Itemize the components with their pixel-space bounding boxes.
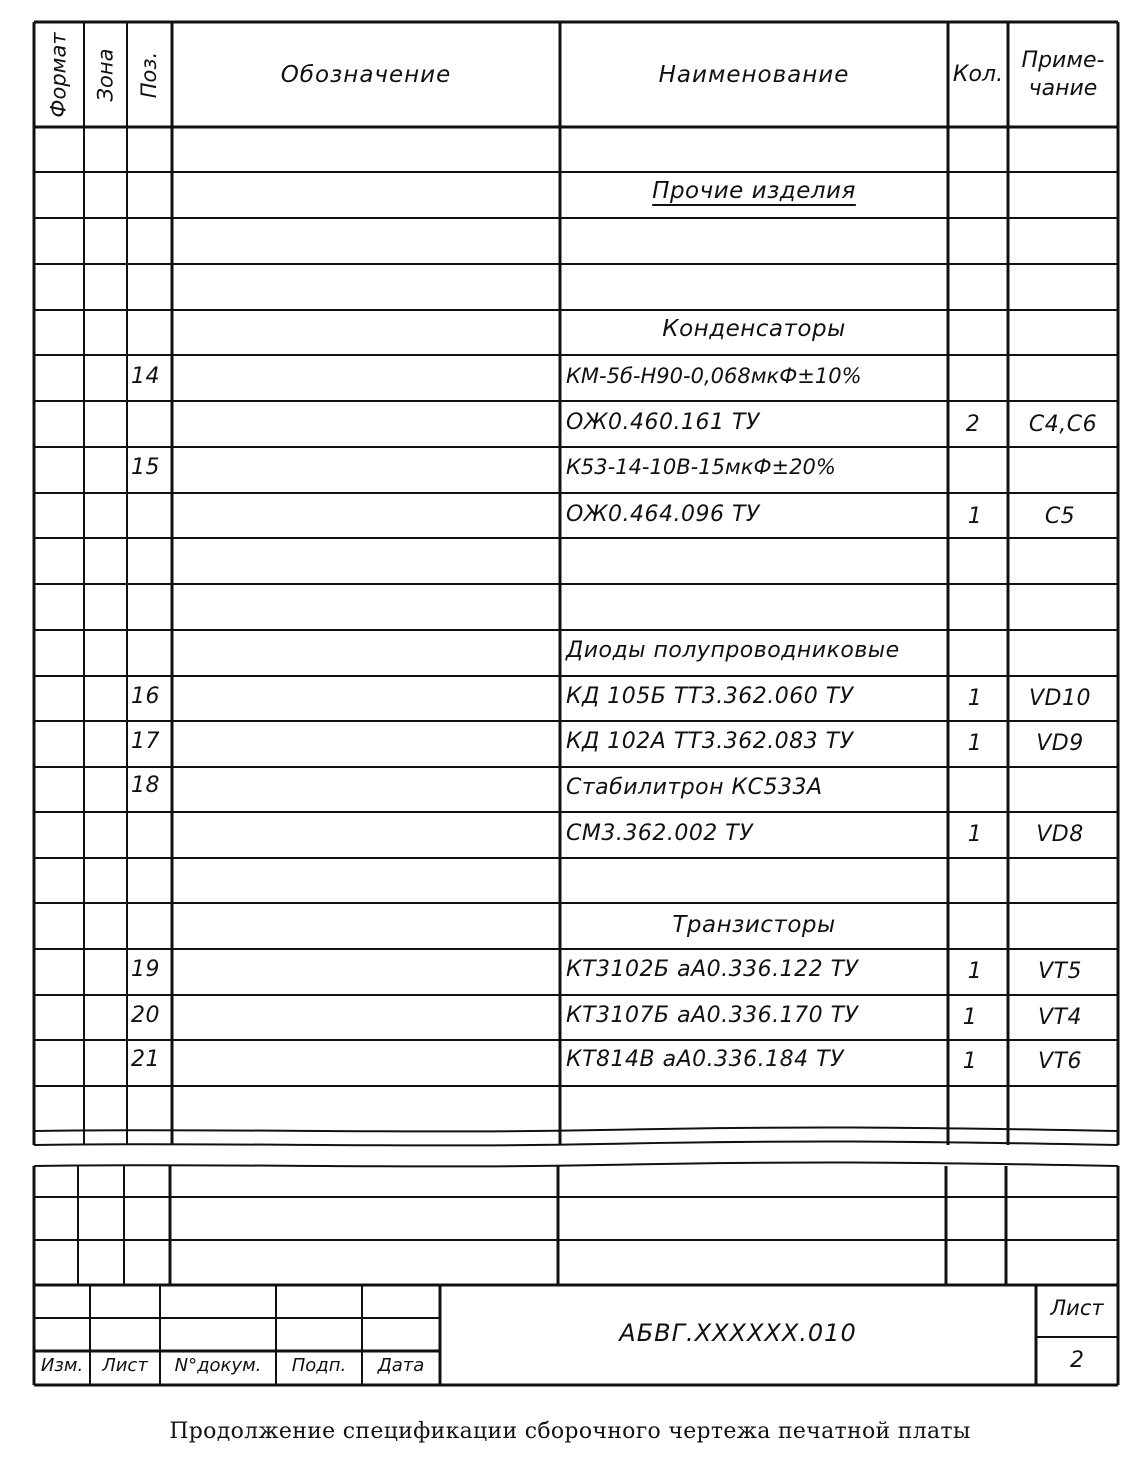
header-qty: Кол.	[952, 62, 1004, 87]
header-format-label: Формат	[47, 31, 72, 118]
row-note: С4,С6	[1028, 412, 1098, 437]
sheet-number: 2	[1070, 1348, 1084, 1373]
section-heading-diodes: Диоды полупроводниковые	[566, 638, 900, 663]
row-qty: 1	[967, 731, 983, 756]
title-sign-label: Подп.	[291, 1355, 347, 1376]
row-qty: 1	[962, 1005, 978, 1030]
title-list-label: Лист	[102, 1355, 148, 1376]
row-name: КТ814В аА0.336.184 ТУ	[566, 1047, 844, 1072]
row-note: VT5	[1038, 959, 1082, 984]
header-pos-label: Поз.	[137, 51, 162, 98]
header-format	[34, 22, 84, 127]
header-note	[1008, 22, 1118, 127]
header-zone-label: Зона	[93, 48, 118, 101]
document-designation: АБВГ.XXXXXX.010	[619, 1319, 857, 1347]
header-note-line1: Приме-	[1021, 47, 1105, 73]
row-note: VD9	[1036, 731, 1084, 756]
row-name: КД 105Б ТТ3.362.060 ТУ	[566, 684, 854, 709]
row-pos: 19	[131, 957, 160, 982]
title-docno-label: N°докум.	[174, 1355, 262, 1376]
row-qty: 1	[967, 686, 983, 711]
row-note: VD8	[1036, 822, 1084, 847]
row-pos: 18	[131, 773, 160, 798]
title-date-label: Дата	[377, 1355, 425, 1376]
row-pos: 16	[131, 684, 160, 709]
header-pos	[127, 22, 172, 127]
figure-caption: Продолжение спецификации сборочного чертежа печатной платы	[169, 1419, 971, 1444]
row-name: КТ3102Б аА0.336.122 ТУ	[566, 957, 859, 982]
header-designation: Обозначение	[280, 61, 452, 88]
section-heading-other: Прочие изделия	[652, 178, 856, 204]
row-qty: 1	[967, 504, 983, 529]
row-note: VD10	[1029, 686, 1091, 711]
row-name: КД 102А ТТ3.362.083 ТУ	[566, 729, 854, 754]
row-pos: 17	[131, 729, 160, 754]
row-name: СМ3.362.002 ТУ	[566, 821, 754, 846]
header-name: Наименование	[658, 61, 850, 88]
row-qty: 1	[967, 822, 983, 847]
row-name: ОЖ0.464.096 ТУ	[566, 502, 760, 527]
row-name: Стабилитрон КС533А	[566, 775, 823, 800]
row-pos: 14	[131, 364, 160, 389]
row-note: VT4	[1038, 1005, 1082, 1030]
title-izm-label: Изм.	[40, 1355, 84, 1376]
row-name: КМ-5б-Н90-0,068мкФ±10%	[566, 364, 862, 388]
row-qty: 1	[967, 959, 983, 984]
row-pos: 15	[131, 455, 160, 480]
row-name: КТ3107Б аА0.336.170 ТУ	[566, 1003, 859, 1028]
row-name: К53-14-10В-15мкФ±20%	[566, 455, 836, 479]
row-qty: 2	[965, 412, 981, 437]
row-pos: 21	[131, 1047, 160, 1072]
section-heading-transistors: Транзисторы	[672, 912, 836, 938]
section-heading-capacitors: Конденсаторы	[662, 316, 846, 342]
sheet-label: Лист	[1050, 1296, 1104, 1320]
row-note: VT6	[1038, 1049, 1082, 1074]
header-note-line2: чание	[1028, 75, 1098, 101]
row-name: ОЖ0.460.161 ТУ	[566, 410, 760, 435]
row-note: С5	[1044, 504, 1076, 529]
header-zone	[84, 22, 127, 127]
row-pos: 20	[131, 1003, 160, 1028]
row-qty: 1	[962, 1049, 978, 1074]
